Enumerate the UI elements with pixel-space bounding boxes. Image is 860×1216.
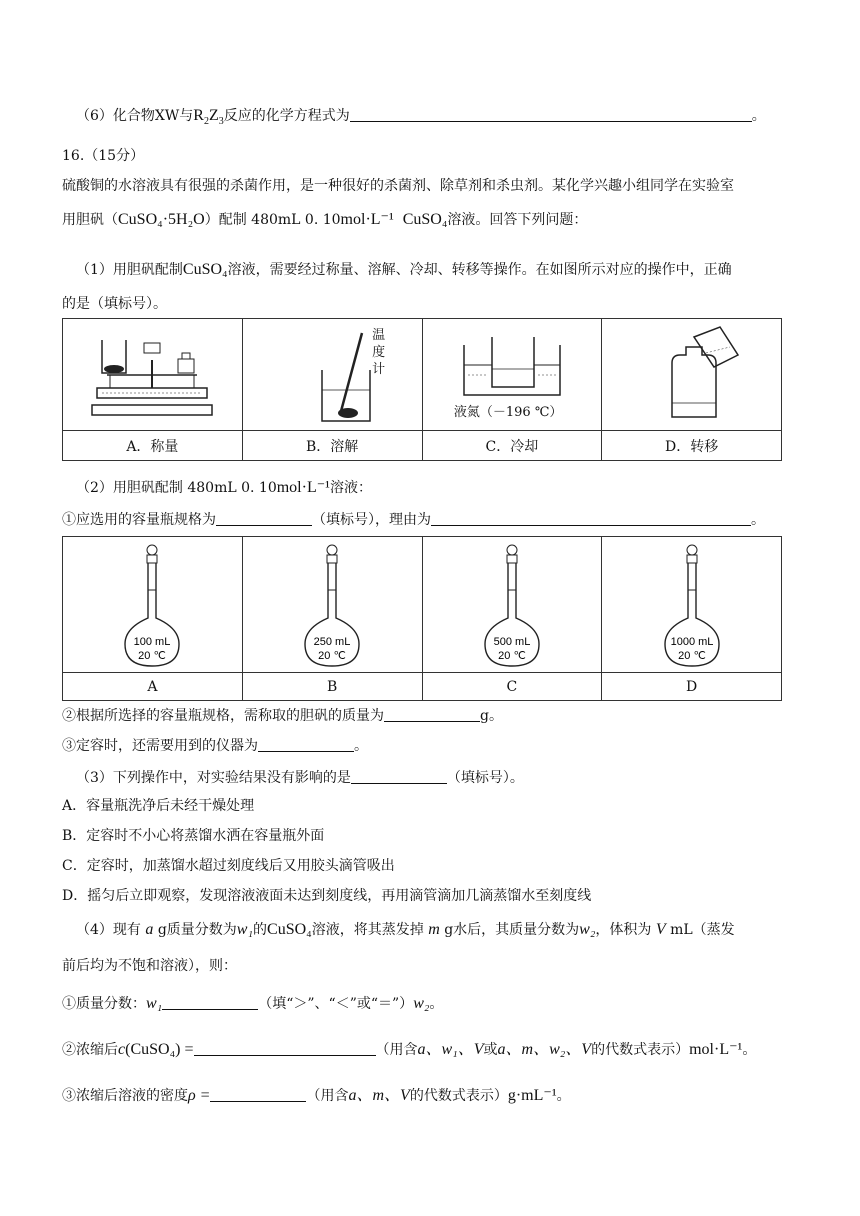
q16-part2-q2: ②根据所选择的容量瓶规格，需称取的胆矾的质量为 g。	[62, 708, 503, 724]
q16-part3-option-a: A．容量瓶洗净后未经干燥处理	[62, 798, 255, 814]
op-c-caption: C．冷却	[422, 431, 602, 461]
q16-header: 16.（15分）	[62, 148, 145, 164]
op-d-image	[602, 319, 782, 431]
q16-part4-line1: （4）现有 a g质量分数为w₁的CuSO₄溶液，将其蒸发掉 m g水后，其质量分数为w₂，体积为 V mL（蒸发	[76, 921, 735, 938]
op-a-image	[63, 319, 243, 431]
q16-part2-title: （2）用胆矾配制 480mL 0. 10mol·L⁻¹溶液：	[76, 479, 372, 496]
q16-part3-option-b: B．定容时不小心将蒸馏水洒在容量瓶外面	[62, 828, 325, 844]
answer-blank[interactable]	[350, 107, 752, 122]
flask-table	[62, 536, 782, 701]
q16-part3-title: （3）下列操作中，对实验结果没有影响的是 （填标号）。	[76, 770, 524, 786]
q16-part3-option-c: C．定容时，加蒸馏水超过刻度线后又用胶头滴管吸出	[62, 858, 395, 874]
q16-intro-1: 硫酸铜的水溶液具有很强的杀菌作用，是一种很好的杀菌剂、除草剂和杀虫剂。某化学兴趣小组同学在实验室	[62, 178, 734, 194]
volumetric-flask-icon	[287, 540, 377, 670]
compare-blank[interactable]	[162, 995, 258, 1010]
op-b-caption: B．溶解	[242, 431, 422, 461]
op-d-caption: D．转移	[602, 431, 782, 461]
mass-blank[interactable]	[384, 707, 480, 722]
volumetric-flask-icon	[107, 540, 197, 670]
q16-intro-2: 用胆矾（CuSO₄·5H₂O）配制 480mL 0. 10mol·L⁻¹ CuSO₄溶液。回答下列问题：	[62, 211, 588, 228]
operations-table	[62, 318, 782, 461]
svg-text:20 ℃: 20 ℃	[677, 649, 706, 662]
thermometer-label: 温 度 计	[372, 327, 386, 377]
no-effect-blank[interactable]	[351, 769, 447, 784]
flask-d-label: D	[602, 673, 782, 701]
q16-part1-line2: 的是（填标号）。	[62, 296, 167, 312]
q16-part1-line1: （1）用胆矾配制CuSO₄溶液，需要经过称量、溶解、冷却、转移等操作。在如图所示对应的操作中，正确	[76, 261, 732, 278]
q16-part2-q3: ③定容时，还需要用到的仪器为 。	[62, 738, 368, 754]
q16-part4-q2: ②浓缩后c(CuSO₄) = （用含a、w₁、V或a、m、w₂、V的代数式表示）mol·L⁻¹。	[62, 1041, 757, 1058]
svg-text:500 mL: 500 mL	[493, 635, 531, 648]
flask-a-label: A	[63, 673, 243, 701]
op-c-image	[422, 319, 602, 431]
flask-size-blank[interactable]	[216, 511, 312, 526]
q16-part4-q1: ①质量分数：w₁ （填“＞”、“＜”或“＝”）w₂。	[62, 995, 444, 1012]
flask-b-label: B	[242, 673, 422, 701]
density-blank[interactable]	[210, 1087, 306, 1102]
balance-icon	[82, 325, 222, 425]
q15-6-line: （6）化合物XW与$R_2Z_3$反应的化学方程式为 。	[76, 107, 766, 128]
flask-b	[242, 537, 422, 673]
volumetric-flask-icon	[467, 540, 557, 670]
reason-blank[interactable]	[431, 511, 751, 526]
svg-text:1000 mL: 1000 mL	[670, 635, 714, 648]
svg-text:100 mL: 100 mL	[134, 635, 171, 648]
op-a-caption: A．称量	[63, 431, 243, 461]
svg-text:20 ℃: 20 ℃	[318, 649, 346, 662]
q16-part4-line2: 前后均为不饱和溶液），则：	[62, 958, 237, 974]
flask-c	[422, 537, 602, 673]
q16-part2-q1: ①应选用的容量瓶规格为 （填标号），理由为 。	[62, 512, 765, 528]
instrument-blank[interactable]	[258, 737, 354, 752]
svg-text:250 mL: 250 mL	[313, 635, 351, 648]
op-b-image	[242, 319, 422, 431]
transfer-icon	[622, 325, 762, 425]
flask-a	[63, 537, 243, 673]
svg-text:20 ℃: 20 ℃	[498, 649, 526, 662]
svg-text:20 ℃: 20 ℃	[138, 649, 167, 662]
flask-d	[602, 537, 782, 673]
q16-part4-q3: ③浓缩后溶液的密度ρ = （用含a、m、V的代数式表示）g·mL⁻¹。	[62, 1087, 571, 1104]
q16-part3-option-d: D．摇匀后立即观察，发现溶液液面未达到刻度线，再用滴管滴加几滴蒸馏水至刻度线	[62, 888, 592, 904]
volumetric-flask-icon	[647, 540, 737, 670]
concentration-blank[interactable]	[194, 1041, 376, 1056]
flask-c-label: C	[422, 673, 602, 701]
liquid-nitrogen-label: 液氮（－196 ℃）	[453, 404, 563, 420]
